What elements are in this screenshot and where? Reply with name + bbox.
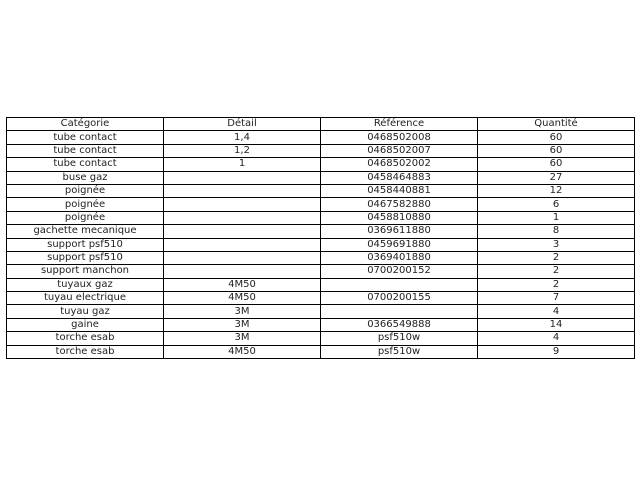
inventory-table [6,117,635,359]
cell-detail: 3M [164,318,321,331]
cell-quantity: 3 [478,238,635,251]
cell-detail [164,184,321,197]
cell-reference: 0458810880 [321,211,478,224]
table-row [7,265,635,278]
cell-category: tuyau gaz [7,305,164,318]
table-row [7,318,635,331]
cell-category: poignée [7,184,164,197]
cell-quantity: 60 [478,158,635,171]
cell-category: poignée [7,211,164,224]
table-row [7,292,635,305]
cell-reference [321,278,478,291]
cell-quantity: 2 [478,265,635,278]
header-category: Catégorie [7,118,164,131]
cell-quantity: 14 [478,318,635,331]
cell-reference: 0458464883 [321,171,478,184]
table-row [7,211,635,224]
cell-category: tube contact [7,158,164,171]
cell-quantity: 60 [478,131,635,144]
cell-reference: 0467582880 [321,198,478,211]
cell-category: support psf510 [7,238,164,251]
cell-reference: psf510w [321,332,478,345]
cell-quantity: 2 [478,251,635,264]
cell-reference: 0468502007 [321,144,478,157]
cell-quantity: 9 [478,345,635,358]
cell-reference: 0366549888 [321,318,478,331]
table-row [7,251,635,264]
cell-reference: 0468502008 [321,131,478,144]
cell-reference [321,305,478,318]
cell-reference: 0458440881 [321,184,478,197]
cell-category: torche esab [7,345,164,358]
cell-detail: 1,2 [164,144,321,157]
table-row [7,225,635,238]
header-reference: Référence [321,118,478,131]
table-row [7,158,635,171]
cell-category: gaine [7,318,164,331]
table-row [7,184,635,197]
cell-quantity: 7 [478,292,635,305]
cell-quantity: 27 [478,171,635,184]
cell-quantity: 1 [478,211,635,224]
cell-reference: 0700200152 [321,265,478,278]
cell-quantity: 4 [478,332,635,345]
table-body [7,131,635,359]
table-row [7,131,635,144]
cell-quantity: 6 [478,198,635,211]
table-row [7,345,635,358]
cell-detail [164,225,321,238]
cell-category: tuyaux gaz [7,278,164,291]
inventory-table-container [6,117,634,359]
cell-quantity: 4 [478,305,635,318]
cell-detail [164,171,321,184]
cell-category: buse gaz [7,171,164,184]
cell-quantity: 8 [478,225,635,238]
cell-detail: 4M50 [164,292,321,305]
cell-reference: 0468502002 [321,158,478,171]
cell-detail: 3M [164,332,321,345]
cell-quantity: 60 [478,144,635,157]
cell-reference: 0700200155 [321,292,478,305]
cell-detail: 3M [164,305,321,318]
table-row [7,144,635,157]
cell-detail [164,238,321,251]
cell-detail [164,265,321,278]
cell-detail [164,251,321,264]
cell-category: torche esab [7,332,164,345]
cell-category: support manchon [7,265,164,278]
cell-reference: 0369611880 [321,225,478,238]
cell-category: poignée [7,198,164,211]
table-row [7,305,635,318]
cell-category: support psf510 [7,251,164,264]
cell-detail: 1,4 [164,131,321,144]
cell-reference: 0369401880 [321,251,478,264]
cell-detail: 4M50 [164,345,321,358]
cell-reference: 0459691880 [321,238,478,251]
cell-category: tube contact [7,131,164,144]
cell-quantity: 12 [478,184,635,197]
cell-category: gachette mecanique [7,225,164,238]
header-quantity: Quantité [478,118,635,131]
cell-detail [164,211,321,224]
cell-category: tube contact [7,144,164,157]
table-row [7,278,635,291]
table-row [7,198,635,211]
cell-category: tuyau electrique [7,292,164,305]
cell-detail: 1 [164,158,321,171]
table-header-row [7,118,635,131]
cell-quantity: 2 [478,278,635,291]
header-detail: Détail [164,118,321,131]
cell-detail [164,198,321,211]
table-row [7,171,635,184]
cell-detail: 4M50 [164,278,321,291]
cell-reference: psf510w [321,345,478,358]
table-row [7,238,635,251]
table-row [7,332,635,345]
